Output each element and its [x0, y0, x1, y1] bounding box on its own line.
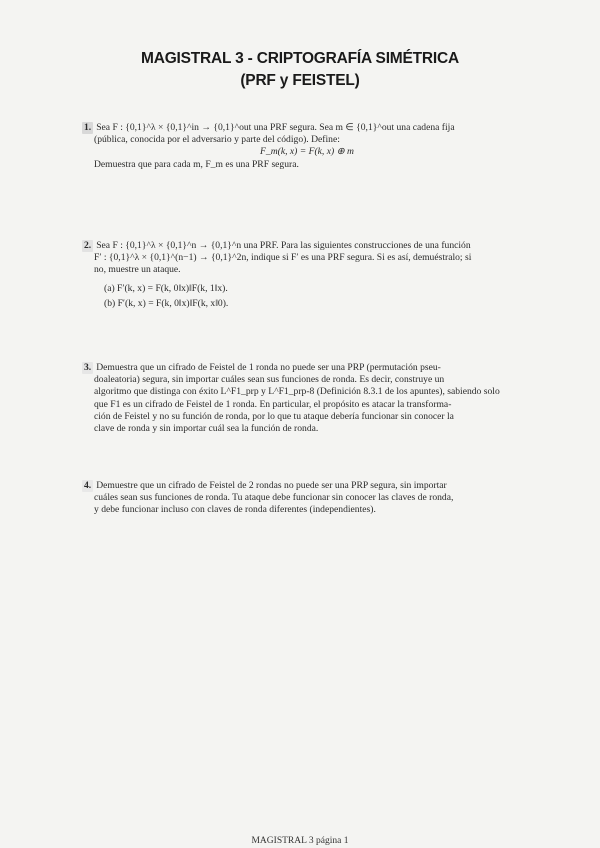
- exercise-text-line: algoritmo que distinga con éxito L^F1_prp y L^F1_prp-8 (Definición 8.3.1 de los apuntes), sabiendo solo: [94, 386, 500, 398]
- exercise-text-line: doaleatoria) segura, sin importar cuáles sean sus funciones de ronda. Es decir, construye un: [94, 374, 445, 386]
- exercise-text-line: (pública, conocida por el adversario y parte del código). Define:: [94, 134, 340, 146]
- formula: F_m(k, x) = F(k, x) ⊕ m: [260, 146, 354, 158]
- subitem-list: [92, 283, 532, 310]
- exercise-4: [82, 480, 532, 517]
- exercise-text-line: clave de ronda y sin importar cuál sea la función de ronda.: [94, 423, 319, 435]
- exercise-text-line: F′ : {0,1}^λ × {0,1}^(n−1) → {0,1}^2n, indique si F′ es una PRF segura. Si es así, demuéstralo; si: [94, 252, 472, 264]
- exercise-text-line: Demuestra que para cada m, F_m es una PRF segura.: [94, 158, 299, 170]
- exercise-text-line: y debe funcionar incluso con claves de ronda diferentes (independientes).: [94, 504, 376, 516]
- exercise-text-line: Sea F : {0,1}^λ × {0,1}^in → {0,1}^out una PRF segura. Sea m ∈ {0,1}^out una cadena fija: [96, 122, 455, 133]
- exercise-2: [82, 240, 532, 313]
- exercise-text-line: que F1 es un cifrado de Feistel de 1 ronda. En particular, el propósito es atacar la transforma-: [94, 398, 452, 410]
- exercise-1: [82, 122, 532, 171]
- exercise-text-line: Sea F : {0,1}^λ × {0,1}^n → {0,1}^n una PRF. Para las siguientes construcciones de una función: [96, 240, 471, 251]
- exercise-3: [82, 362, 532, 435]
- exercise-text-line: cuáles sean sus funciones de ronda. Tu ataque debe funcionar sin conocer las claves de ronda,: [94, 492, 454, 504]
- exercise-text-line: Demuestra que un cifrado de Feistel de 1 ronda no puede ser una PRP (permutación pseu-: [96, 362, 441, 373]
- exercise-number: 3.: [84, 362, 92, 373]
- exercise-number: 2.: [84, 240, 92, 251]
- subitem-a: (a) F′(k, x) = F(k, 0‖x)‖F(k, 1‖x).: [104, 282, 228, 294]
- subitem-b: (b) F′(k, x) = F(k, 0‖x)‖F(k, x‖0).: [104, 297, 229, 309]
- exercise-text-line: ción de Feistel y no su función de ronda, por lo que tu ataque debería funcionar sin conocer la: [94, 410, 454, 422]
- exercise-text-line: Demuestre que un cifrado de Feistel de 2 rondas no puede ser una PRP segura, sin importar: [96, 480, 447, 491]
- page-subtitle: (PRF y FEISTEL): [240, 72, 360, 89]
- page-footer: MAGISTRAL 3 página 1: [251, 836, 349, 846]
- exercise-text-line: no, muestre un ataque.: [94, 264, 181, 276]
- exercise-number: 1.: [84, 122, 92, 133]
- page-title: MAGISTRAL 3 - CRIPTOGRAFÍA SIMÉTRICA: [140, 50, 460, 67]
- exercise-number: 4.: [84, 480, 92, 491]
